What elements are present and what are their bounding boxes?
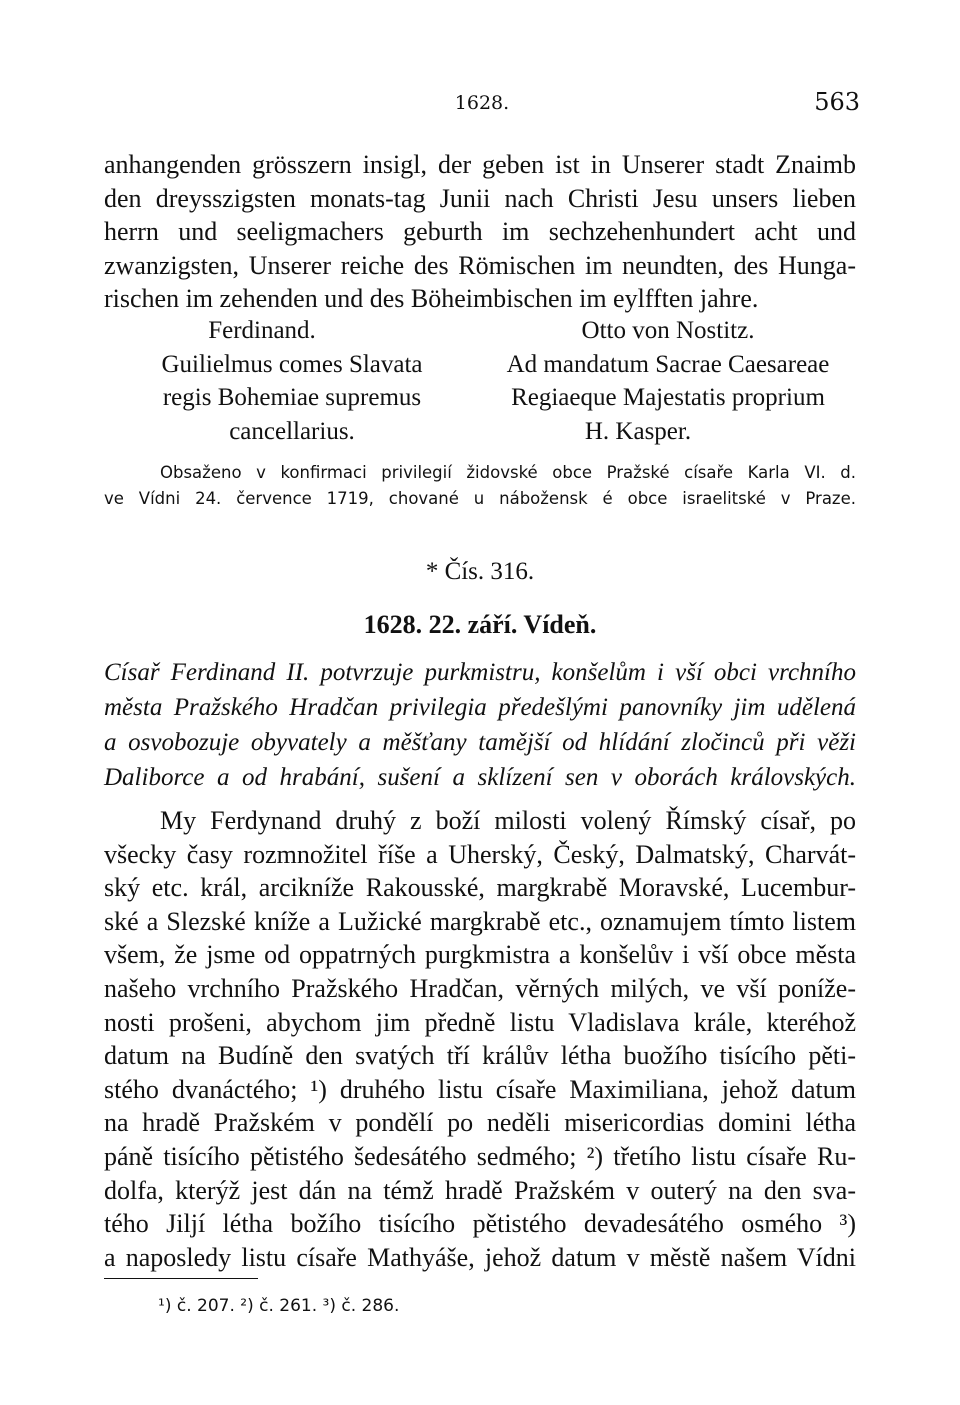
text-line: zwanzigsten, Unserer reiche des Römischen im neundten, des Hunga- — [104, 250, 856, 280]
text-line: den dreysszigsten monats-tag Junii nach Christi Jesu unsers lieben — [104, 183, 856, 213]
dateline: 1628. 22. září. Vídeň. — [363, 610, 597, 639]
signature-right — [480, 314, 856, 448]
text-line: tého Jiljí létha božího tisícího pětistého devadesátého osmého ³) — [104, 1209, 856, 1239]
text-line: herrn und seeligmachers geburth im sechzehenhundert acht und — [104, 217, 856, 247]
text-line: Císař Ferdinand II. potvrzuje purkmistru, konšelům i vší obci vrchního — [104, 659, 856, 686]
text-line: ve Vídni 24. července 1719, chované u nábožensk é obce israelitské v Praze. — [104, 489, 856, 508]
regest-summary — [104, 655, 856, 795]
footnotes: ¹) č. 207. ²) č. 261. ³) č. 286. — [158, 1296, 400, 1316]
text-line: dolfa, kterýž jest dán na témž hradě Pražském v outerý na den sva- — [104, 1175, 856, 1205]
text-line: a naposledy listu císaře Mathyáše, jehož datum v městě našem Vídni — [104, 1242, 856, 1272]
text-line: datum na Budíně den svatých tří králův létha buožího tisícího pěti- — [104, 1041, 856, 1071]
text-line: páně tisícího pětistého šedesátého sedmého; ²) třetího listu císaře Ru- — [104, 1141, 856, 1171]
footnote-divider — [104, 1278, 258, 1279]
page-number: 563 — [814, 88, 860, 116]
source-note — [104, 460, 856, 512]
text-line: ské a Slezské kníže a Lužické margkrabě etc., oznamujem tímto listem — [104, 906, 856, 936]
text-line: rischen im zehenden und des Böheimbischen im eylfften jahre. — [104, 284, 759, 314]
signature-line: cancellarius. — [229, 417, 355, 445]
text-line: na hradě Pražském v pondělí po neděli misericordias domini létha — [104, 1108, 856, 1138]
text-line: nosti prošeni, abychom jim předně listu Vladislava krále, kteréhož — [104, 1007, 856, 1037]
signature-line: regis Bohemiae supremus — [162, 384, 422, 412]
text-line: našeho vrchního Pražského Hradčan, věrných milých, ve vší poníže- — [104, 973, 856, 1003]
document-number: * Čís. 316. — [425, 558, 535, 585]
header-year: 1628. — [454, 92, 510, 114]
signature-left — [104, 314, 480, 448]
text-line: všecky časy rozmnožitel říše a Uherský, Český, Dalmatský, Charvát- — [104, 839, 856, 869]
signature-line: Ad mandatum Sacrae Caesareae — [506, 350, 830, 378]
text-line: stého dvanáctého; ¹) druhého listu císaře Maximiliana, jehož datum — [104, 1074, 856, 1104]
body-text — [104, 804, 856, 1274]
text-line: všem, že jsme od oppatrných purgkmistra a konšelův i vší obce města — [104, 940, 856, 970]
text-line: Obsaženo v konfirmaci privilegií židovské obce Pražské císaře Karla VI. d. — [160, 463, 856, 482]
signature-line: Ferdinand. — [208, 317, 316, 344]
top-paragraph — [104, 148, 856, 316]
signature-line: Otto von Nostitz. — [581, 317, 755, 344]
page-header — [104, 88, 860, 124]
signature-line: Regiaeque Majestatis proprium — [511, 384, 825, 412]
text-line: My Ferdynand druhý z boží milosti volený Římský císař, po — [160, 806, 856, 835]
signature-line: Guilielmus comes Slavata — [161, 350, 423, 378]
text-line: anhangenden grösszern insigl, der geben ist in Unserer stadt Znaimb — [104, 150, 856, 179]
signature-line: H. Kasper. — [584, 417, 692, 445]
text-line: Daliborce a od hrabání, sušení a sklízení sen v oborách královských. — [104, 764, 856, 791]
text-line: ský etc. král, arcikníže Rakousské, margkrabě Moravské, Lucembur- — [104, 873, 856, 903]
text-line: a osvobozuje obyvately a měšťany tamější od hlídání zločinců při věži — [104, 729, 856, 756]
text-line: města Pražského Hradčan privilegia předešlými panovníky jim udělená — [104, 694, 856, 721]
